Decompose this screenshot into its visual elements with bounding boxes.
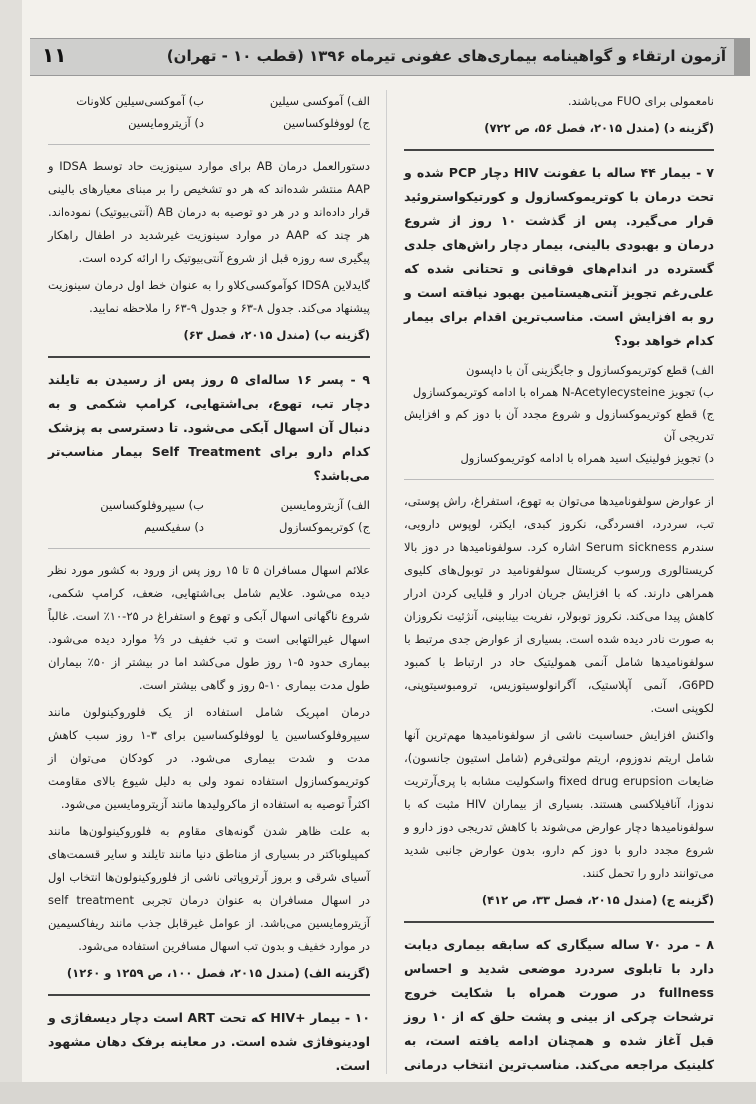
- question-separator: [48, 356, 370, 358]
- option-c: ج) کوتریموکسازول: [278, 520, 370, 534]
- question-text: ۹ - پسر ۱۶ ساله‌ای ۵ روز پس از رسیدن به تایلند دچار تب، تهوع، بی‌اشتهایی، کرامپ شکمی و به دنبال آن اسهال آبکی می‌شود. تا دسترسی به پزشک کدام دارو برای Self Treatment بیمار مناسب‌تر می‌باشد؟: [48, 372, 370, 483]
- option-a: الف) قطع کوتریموکسازول و جایگزینی آن با داپسون: [465, 363, 714, 377]
- option-c: ج) قطع کوتریموکسازول و شروع مجدد آن با دوز کم و افزایش تدریجی آن: [404, 407, 714, 443]
- q6-continuation: [404, 90, 714, 139]
- page-gutter: [0, 0, 22, 1104]
- header-tab-marker: [734, 39, 750, 75]
- explanation-separator: [404, 479, 714, 480]
- column-divider: [386, 90, 387, 1074]
- option-a: الف) آموکسی سیلین: [269, 94, 370, 108]
- answer-reference: (گزینه ج) (مندل ۲۰۱۵، فصل ۳۳، ص ۴۱۲): [481, 893, 714, 907]
- question-7-explanation: [404, 490, 714, 911]
- question-9-explanation: [48, 559, 370, 984]
- answer-reference: (گزینه د) (مندل ۲۰۱۵، فصل ۵۶، ص ۷۲۲): [484, 121, 714, 135]
- option-d: د) سفیکسیم: [144, 520, 204, 534]
- explanation-separator: [48, 548, 370, 549]
- question-9: [48, 368, 370, 538]
- explanation-paragraph: گایدلاین IDSA کوآموکسی‌کلاو را به عنوان خط اول درمان سینوزیت پیشنهاد می‌کند. جدول ۸-۶۳ و جدول ۹-۶۳ را ملاحظه نمایید.: [48, 278, 370, 315]
- question-7: [404, 161, 714, 469]
- page-number: ۱۱: [42, 43, 67, 67]
- question-9-options: [48, 494, 370, 538]
- explanation-paragraph: از عوارض سولفونامیدها می‌توان به تهوع، استفراغ، راش پوستی، تب، سردرد، افسردگی، نکروز کبدی، ایکتر، لوپوس دارویی، سندرم Serum sickness اشاره کرد. سولفونامیدها در دوز بالا کریستالوری ورسوب کریستال سولفونامید در توبول‌های کلیوی همراهی دارند. که با افزایش جریان ادرار و قلیایی کردن ادرار کاهش پیدا می‌کند. نکروز توبولار، نفریت بینابینی، آنژئیت نکروزان به صورت نادر دیده شده است. بسیاری از عوارض جدی مرتبط با سولفونامیدها شامل آنمی همولیتیک حاد در ارتباط با کمبود G6PD، آنمی آپلاستیک، آگرانولوسیتوزیس، ترومبوسیتوپنی، لکوپنی است.: [404, 494, 715, 715]
- explanation-paragraph: دستورالعمل درمان AB برای موارد سینوزیت حاد توسط IDSA و AAP منتشر شده‌اند که هر دو تشخیص را بر مبنای معیارهای بالینی قرار داده‌اند و در هر دو توصیه به درمان AB (آنتی‌بیوتیک) نموده‌اند. هر چند که AAP در موارد سینوزیت غیرشدید در اطفال راهکار پیگیری سه روزه قبل از شروع آنتی‌بیوتیک را ارائه کرده است.: [48, 159, 371, 265]
- question-separator: [404, 149, 714, 151]
- option-c: ج) لووفلوکساسین: [283, 116, 370, 130]
- page-footer-band: [0, 1082, 756, 1104]
- question-text: ۱۰ - بیمار +HIV که تحت ART است دچار دیسفاژی و اودینوفاژی شده است. در معاینه برفک دهان مشهود است.: [48, 1010, 370, 1073]
- right-column: [404, 90, 714, 1074]
- question-text: ۷ - بیمار ۴۴ ساله با عفونت HIV دچار PCP شده و تحت درمان با کوتریموکسازول و کورتیکواستروئید قرار می‌گیرد. پس از گذشت ۱۰ روز از شروع درمان و بهبودی بالینی، بیمار دچار راش‌های جلدی گسترده در اندام‌های فوقانی و تحتانی شده که علی‌رغم تجویز آنتی‌هیستامین بهبود نیافته است و رو به افزایش است. مناسب‌ترین اقدام برای بیمار کدام خواهد بود؟: [404, 165, 714, 348]
- question-text: ۸ - مرد ۷۰ ساله سیگاری که سابقه بیماری دیابت دارد با تابلوی سردرد موضعی شدید و احساس fullness در صورت همراه با شکایت خروج ترشحات چرکی از بینی و پشت حلق که از ۱۰ روز قبل آغاز شده و همچنان ادامه یافته است، به کلینیک مراجعه می‌کند. مناسب‌ترین انتخاب درمانی: [404, 937, 714, 1072]
- explanation-paragraph: واکنش افزایش حساسیت ناشی از سولفونامیدها مهم‌ترین آنها شامل اریتم ندوزوم، اریتم مولتی‌فرم (شامل استیون جانسون)، ضایعات fixed drug erupsion واسکولیت مشابه با پری‌آرتریت ندوزا، آنافیلاکسی هستند. بسیاری از بیماران HIV مثبت که با سولفونامیدها دچار عوارض می‌شوند با کاهش تدریجی دوز دارو و شروع مجدد دارو با دوز کم دارو، بدون عوارض جانبی شدید می‌توانند دارو را تحمل کنند.: [404, 728, 714, 880]
- explanation-paragraph: درمان امپریک شامل استفاده از یک فلوروکینولون مانند سیپروفلوکساسین یا لووفلوکساسین برای ۳-۱ روز سبب کاهش مدت و شدت بیماری می‌شود. در کودکان می‌توان از کوتریموکسازول استفاده نمود ولی به دلیل شیوع بالای مقاومت اکثراً توصیه به استفاده از ماکرولیدها مانند آزیترومایسین می‌شود.: [48, 705, 370, 811]
- option-b: ب) آموکسی‌سیلین کلاونات: [76, 94, 204, 108]
- option-b: ب) سیپروفلوکساسین: [100, 498, 204, 512]
- explanation-paragraph: علائم اسهال مسافران ۵ تا ۱۵ روز پس از ورود به کشور مورد نظر دیده می‌شود. علایم شامل بی‌اشتهایی، ضعف، کرامپ شکمی، شروع ناگهانی اسهال آبکی و تهوع و استفراغ در ۲۵-۱۰٪ است. غالباً اسهال غیرالتهابی است و تب خفیف در ⅓ موارد دیده می‌شود. بیماری حدود ۵-۱ روز طول می‌کشد اما در بیشتر از ۵۰٪ بیماران طول مدت بیماری ۱۰-۵ روز و گاهی بیشتر است.: [48, 563, 371, 692]
- question-10: [48, 1006, 370, 1078]
- question-separator: [48, 994, 370, 996]
- page-header: [30, 38, 750, 76]
- option-b: ب) تجویز N-Acetylecysteine همراه با ادامه کوتریموکسازول: [412, 385, 714, 399]
- option-d: د) تجویز فولینیک اسید همراه با ادامه کوتریموکسازول: [460, 451, 714, 465]
- continuation-text: نامعمولی برای FUO می‌باشند.: [567, 94, 714, 108]
- answer-reference: (گزینه الف) (مندل ۲۰۱۵، فصل ۱۰۰، ص ۱۲۵۹ و ۱۲۶۰): [66, 966, 370, 980]
- left-column: [48, 90, 370, 1074]
- question-8-options: [48, 90, 370, 134]
- answer-reference: (گزینه ب) (مندل ۲۰۱۵، فصل ۶۳): [183, 328, 370, 342]
- question-8: [404, 933, 714, 1101]
- question-separator: [404, 921, 714, 923]
- header-title: آزمون ارتقاء و گواهینامه بیماری‌های عفونی تیرماه ۱۳۹۶ (قطب ۱۰ - تهران): [166, 47, 726, 65]
- explanation-separator: [48, 144, 370, 145]
- explanation-paragraph: به علت ظاهر شدن گونه‌های مقاوم به فلوروکینولون‌ها مانند کمپیلوباکتر در بسیاری از مناطق دنیا مانند تایلند و سایر قسمت‌های آسیای شرقی و بروز آرتروپاتی ناشی از فلوروکینولون‌ها انتخاب اول در اسهال مسافران به عنوان درمان تجربی self treatment آزیترومایسین می‌باشد. از عوامل غیرقابل جذب مانند ریفاکسیمین در موارد خفیف و بدون تب اسهال مسافرین استفاده می‌شود.: [48, 824, 370, 953]
- option-a: الف) آزیترومایسین: [280, 498, 370, 512]
- question-8-explanation: [48, 155, 370, 346]
- option-d: د) آزیترومایسین: [128, 116, 204, 130]
